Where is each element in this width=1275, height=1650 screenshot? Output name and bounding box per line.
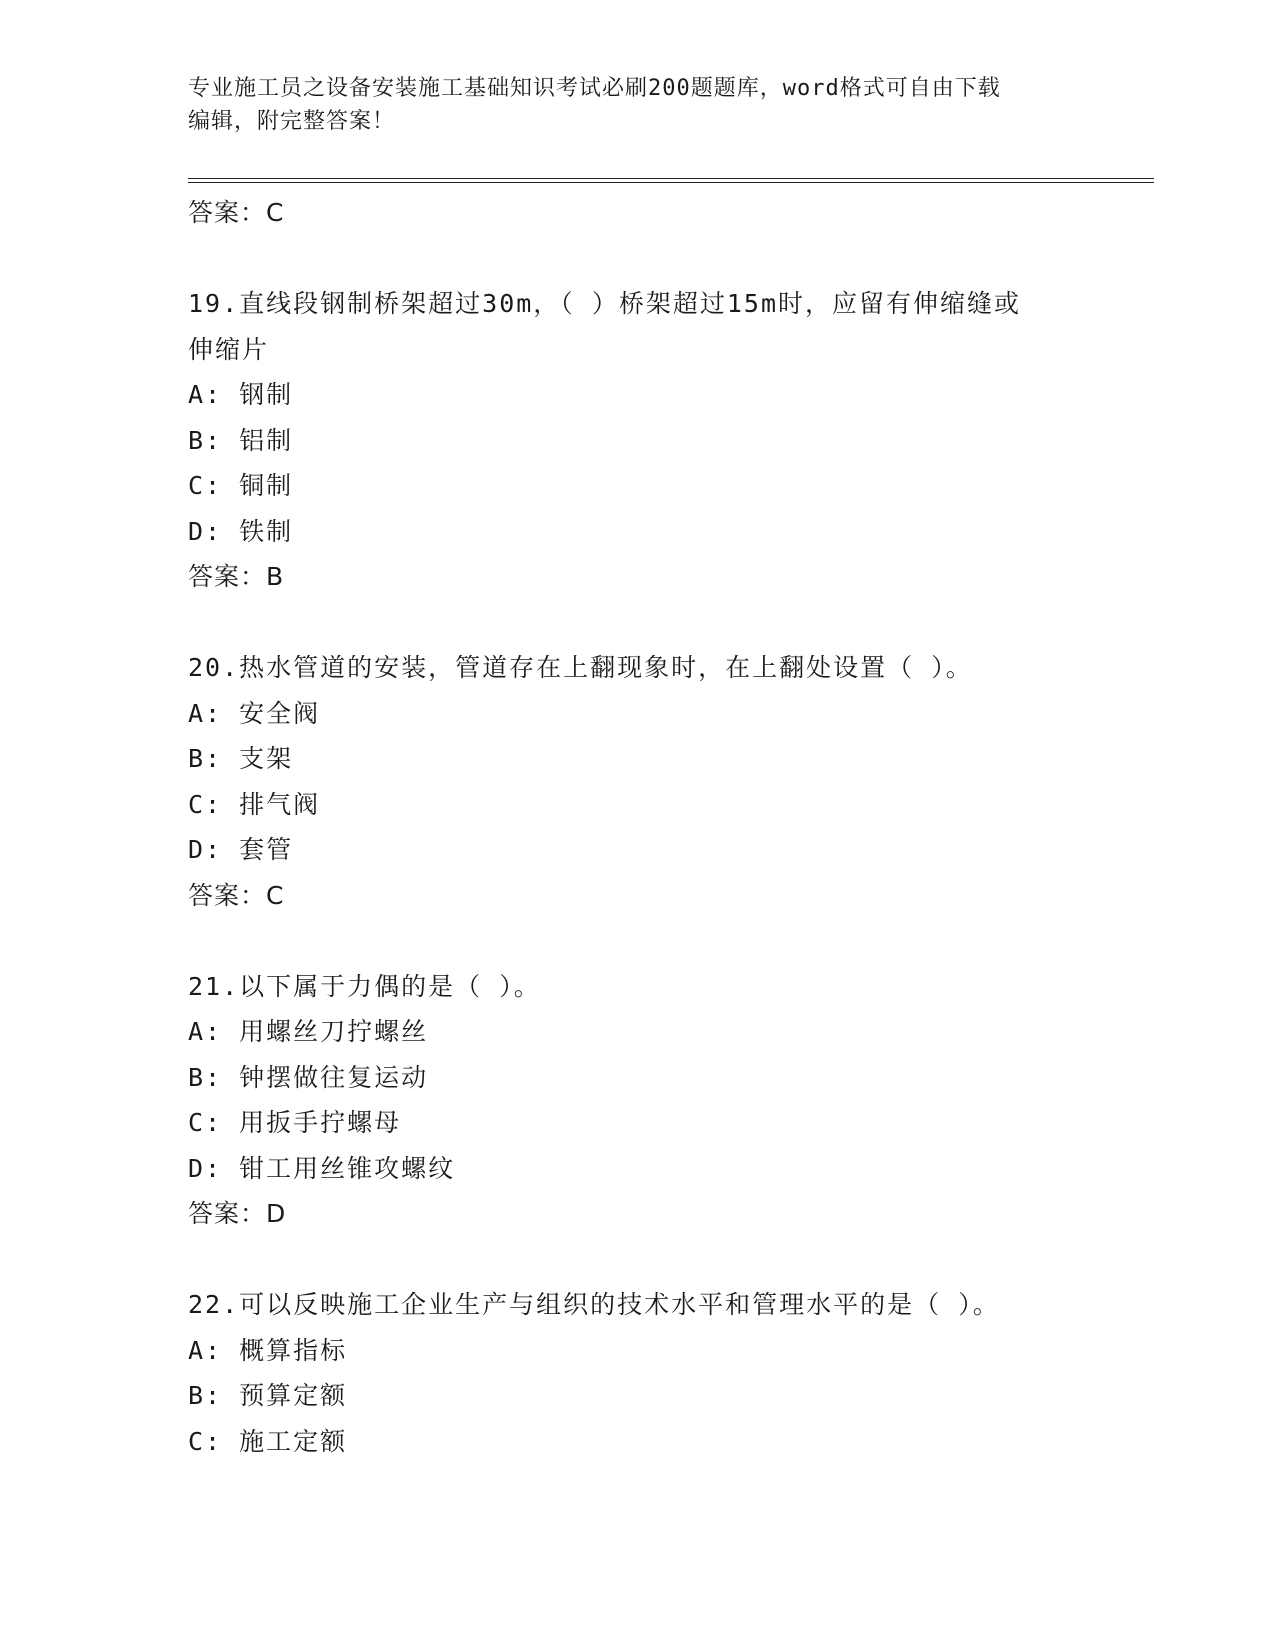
- question-block: [188, 1282, 1154, 1464]
- spacer: [188, 918, 1154, 964]
- question-list: [188, 190, 1154, 1464]
- option-d: D: 套管: [188, 835, 294, 864]
- option-c: C: 排气阀: [188, 789, 321, 819]
- option-b: B: 铝制: [188, 425, 294, 455]
- option-b: B: 预算定额: [188, 1381, 348, 1410]
- header-line-1: 专业施工员之设备安装施工基础知识考试必刷200题题库，word格式可自由下载: [188, 76, 1001, 101]
- header-divider: [188, 178, 1154, 183]
- question-stem: 20.热水管道的安装，管道存在上翻现象时，在上翻处设置（ ）。: [188, 653, 973, 682]
- option-b: B: 支架: [188, 744, 294, 773]
- option-c: C: 施工定额: [188, 1426, 348, 1456]
- option-c: C: 铜制: [188, 471, 294, 500]
- answer-line: 答案：D: [188, 1199, 287, 1228]
- option-a: A: 钢制: [188, 380, 294, 409]
- option-a: A: 用螺丝刀拧螺丝: [188, 1017, 429, 1046]
- option-a: A: 安全阀: [188, 698, 321, 728]
- header-line-2: 编辑，附完整答案！: [188, 109, 396, 134]
- question-block: [188, 645, 1154, 918]
- question-stem: 伸缩片: [188, 334, 270, 364]
- option-a: A: 概算指标: [188, 1335, 348, 1365]
- question-stem: 21.以下属于力偶的是（ ）。: [188, 971, 541, 1001]
- spacer: [188, 236, 1154, 282]
- option-d: D: 钳工用丝锥攻螺纹: [188, 1153, 456, 1183]
- question-block: [188, 281, 1154, 600]
- answer-line: 答案：C: [188, 880, 285, 910]
- option-d: D: 铁制: [188, 516, 294, 546]
- spacer: [188, 1237, 1154, 1283]
- answer-line: 答案：C: [188, 198, 285, 227]
- spacer: [188, 600, 1154, 646]
- document-header: [188, 72, 1068, 138]
- answer-line: 答案：B: [188, 562, 285, 591]
- question-block: [188, 964, 1154, 1237]
- question-stem: 19.直线段钢制桥架超过30m，（ ）桥架超过15m时，应留有伸缩缝或: [188, 289, 1022, 318]
- option-c: C: 用扳手拧螺母: [188, 1108, 402, 1137]
- question-stem: 22.可以反映施工企业生产与组织的技术水平和管理水平的是（ ）。: [188, 1290, 1000, 1319]
- option-b: B: 钟摆做往复运动: [188, 1062, 429, 1092]
